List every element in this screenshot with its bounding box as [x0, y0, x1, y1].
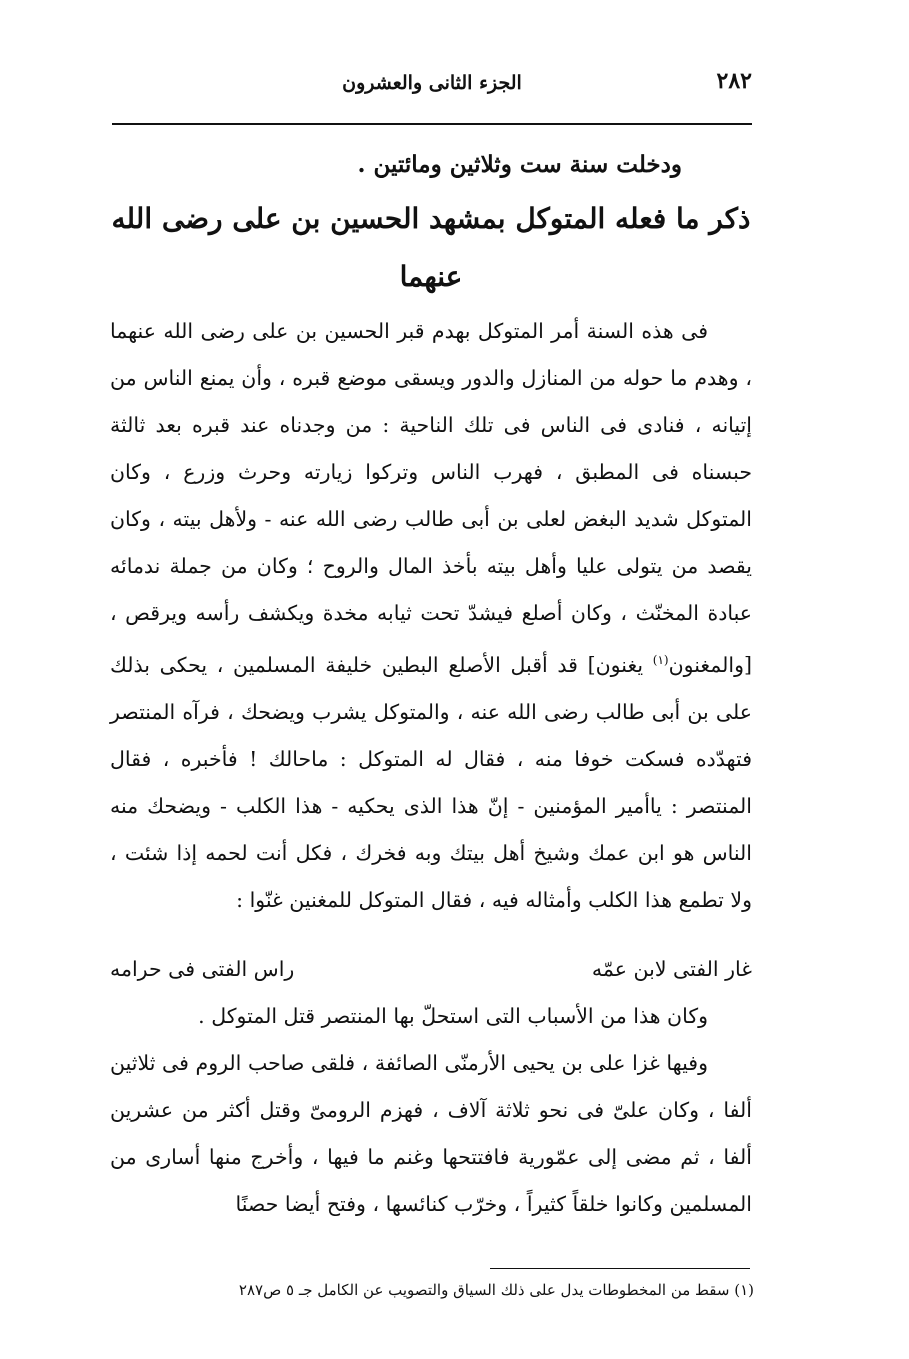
part-title: الجزء الثانى والعشرون: [342, 72, 522, 94]
main-text: [110, 140, 752, 1228]
footnote-reference: (١): [652, 653, 669, 667]
section-heading: ذكر ما فعله المتوكل بمشهد الحسين بن على رضى الله عنهما: [111, 202, 751, 293]
verse-hemistich-right: غار الفتى لابن عمّه: [591, 956, 752, 981]
footnote-text: سقط من المخطوطات يدل على ذلك السياق والتصويب عن الكامل جـ ٥ ص٢٨٧: [238, 1281, 730, 1299]
paragraph-1-part-b: يغنون] قد أقبل الأصلع البطين خليفة المسلمين ، يحكى بذلك على بن أبى طالب رضى الله عنه ، والمتوكل يشرب ويضحك ، فرآه المنتصر فتهدّده فسكت خوفا منه ، فقال له المتوكل : ماحالك ! فأخبره ، فقال المنتصر : ياأمير المؤمنين - إنّ هذا الذى يحكيه - هذا الكلب - ويضحك منه الناس هو ابن عمك وشيخ أهل بيتك وبه فخرك ، فكل أنت لحمه إذا شئت ، ولا تطمع هذا الكلب وأمثاله فيه ، فقال المتوكل للمغنين غنّوا :: [110, 652, 752, 912]
paragraph-3: وفيها غزا على بن يحيى الأرمنّى الصائفة ، فلقى صاحب الروم فى ثلاثين ألفا ، وكان علىّ فى نحو ثلاثة آلاف ، فهزم الرومىّ وقتل أكثر من عشرين ألفا ، ثم مضى إلى عمّورية فافتتحها وغنم ما فيها ، وأخرج منها أسارى من المسلمين وكانوا خلقاً كثيراً ، وخرّب كنائسها ، وفتح أيضا حصنًا: [110, 1050, 752, 1216]
paragraph-2: وكان هذا من الأسباب التى استحلّ بها المنتصر قتل المتوكل .: [198, 1003, 708, 1028]
paragraph-1: [110, 308, 752, 924]
footnote-rule: [490, 1268, 750, 1269]
header-rule: [112, 123, 752, 125]
page-number: ٢٨٢: [716, 68, 752, 94]
year-line: ودخلت سنة ست وثلاثين ومائتين .: [357, 151, 682, 178]
footnote-marker: (١): [734, 1281, 754, 1299]
footnote: [150, 1277, 754, 1303]
verse-hemistich-left: راس الفتى فى حرامه: [110, 956, 295, 981]
running-header: [112, 68, 752, 108]
paragraph-1-part-a: فى هذه السنة أمر المتوكل بهدم قبر الحسين بن على رضى الله عنهما ، وهدم ما حوله من المنازل والدور ويسقى موضع قبره ، وأن يمنع الناس من إتيانه ، فنادى فى الناس فى تلك الناحية : من وجدناه عند قبره بعد ثالثة حبسناه فى المطبق ، فهرب الناس وتركوا زيارته وحرث وزرع ، وكان المتوكل شديد البغض لعلى بن أبى طالب رضى الله عنه - ولأهل بيته ، وكان يقصد من يتولى عليا وأهل بيته بأخذ المال والروح ؛ وكان من جملة ندمائه عبادة المخنّث ، وكان أصلع فيشدّ تحت ثيابه مخدة ويكشف رأسه ويرقص ، [والمغنون: [110, 319, 752, 677]
poetry-verse: [110, 946, 752, 993]
